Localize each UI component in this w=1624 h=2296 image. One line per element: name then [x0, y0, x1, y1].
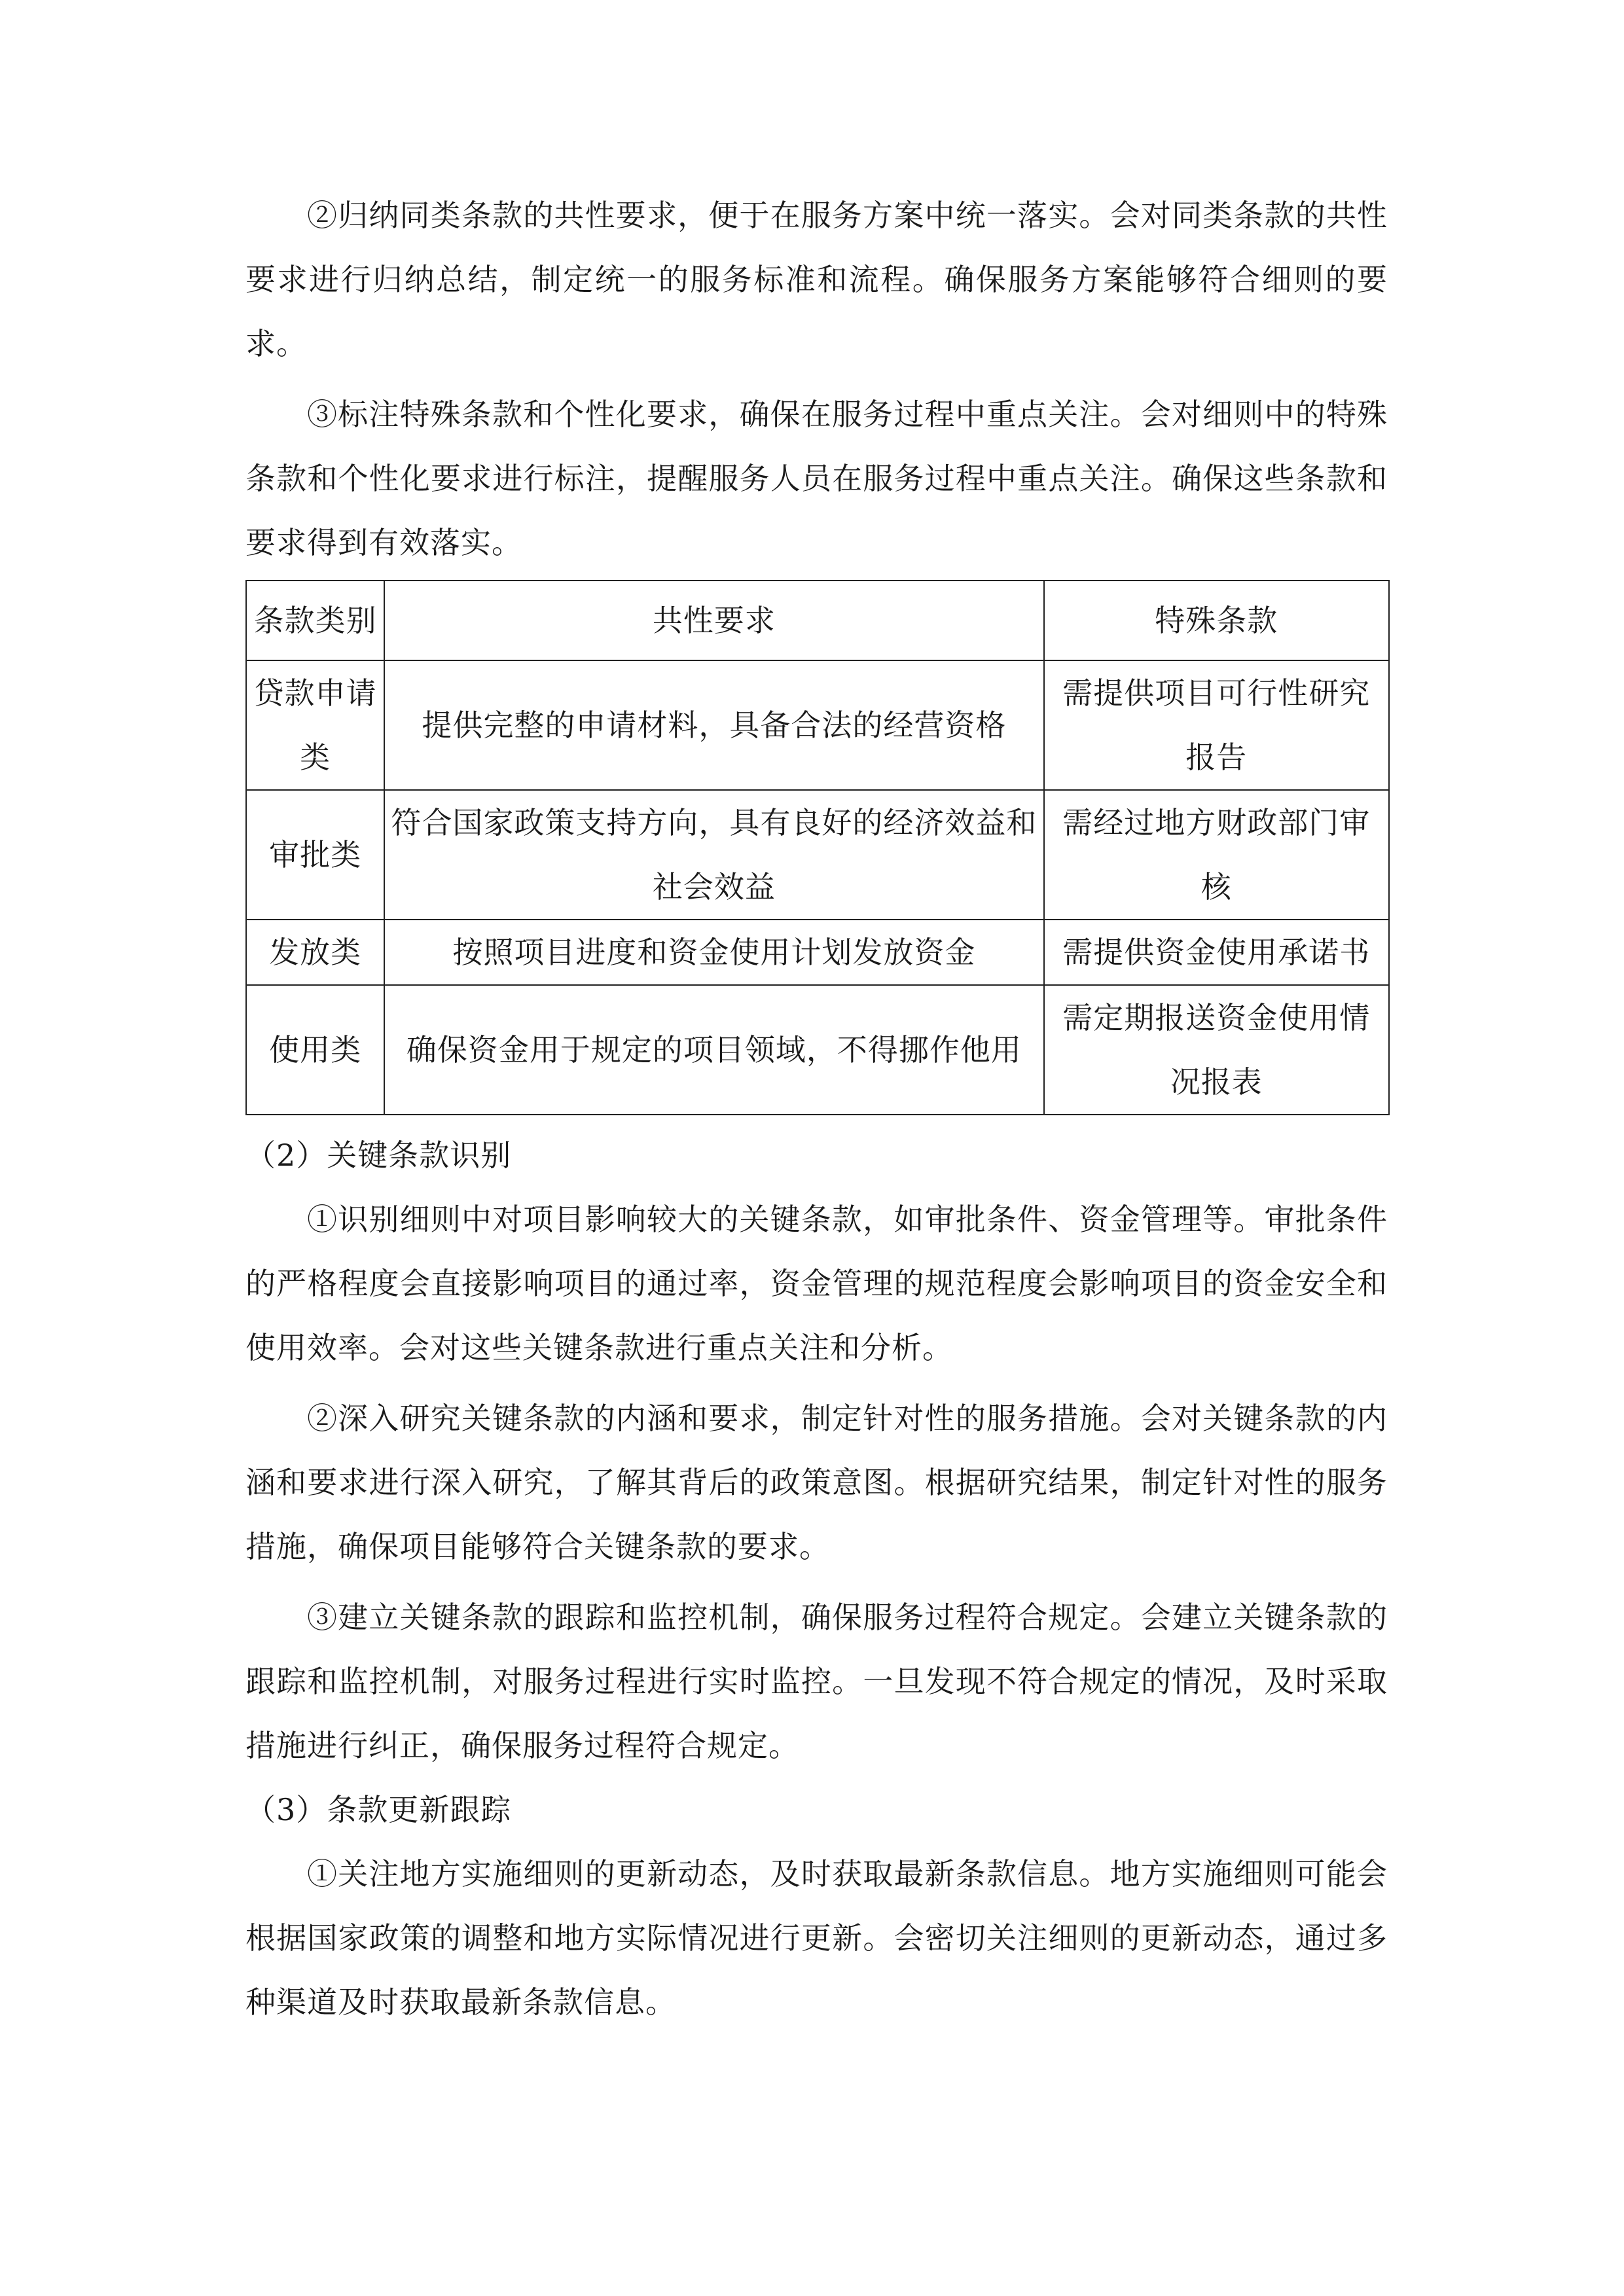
table-row — [246, 660, 1389, 790]
table-row — [246, 920, 1389, 985]
table-row — [246, 790, 1389, 920]
table-header-cell: 特殊条款 — [1044, 581, 1389, 660]
table-header-cell: 共性要求 — [384, 581, 1043, 660]
terms-table — [245, 580, 1390, 1115]
table-cell-special: 需经过地方财政部门审核 — [1044, 790, 1389, 920]
table-cell-special: 需提供资金使用承诺书 — [1044, 920, 1389, 985]
paragraph: ①关注地方实施细则的更新动态，及时获取最新条款信息。地方实施细则可能会根据国家政策的调整和地方实际情况进行更新。会密切关注细则的更新动态，通过多种渠道及时获取最新条款信息。 — [245, 1856, 1388, 2020]
table-header-row — [246, 581, 1389, 660]
table-row — [246, 985, 1389, 1115]
paragraph: ③标注特殊条款和个性化要求，确保在服务过程中重点关注。会对细则中的特殊条款和个性化要求进行标注，提醒服务人员在服务过程中重点关注。确保这些条款和要求得到有效落实。 — [245, 397, 1388, 560]
table-cell-category: 审批类 — [246, 790, 384, 920]
paragraph: ②归纳同类条款的共性要求，便于在服务方案中统一落实。会对同类条款的共性要求进行归纳总结，制定统一的服务标准和流程。确保服务方案能够符合细则的要求。 — [245, 198, 1388, 361]
table-header-cell: 条款类别 — [246, 581, 384, 660]
paragraph: ①识别细则中对项目影响较大的关键条款，如审批条件、资金管理等。审批条件的严格程度会直接影响项目的通过率，资金管理的规范程度会影响项目的资金安全和使用效率。会对这些关键条款进行重点关注和分析。 — [245, 1202, 1388, 1365]
table-cell-category: 发放类 — [246, 920, 384, 985]
paragraph: ②深入研究关键条款的内涵和要求，制定针对性的服务措施。会对关键条款的内涵和要求进行深入研究，了解其背后的政策意图。根据研究结果，制定针对性的服务措施，确保项目能够符合关键条款的要求。 — [245, 1401, 1388, 1564]
paragraph: ③建立关键条款的跟踪和监控机制，确保服务过程符合规定。会建立关键条款的跟踪和监控机制，对服务过程进行实时监控。一旦发现不符合规定的情况，及时采取措施进行纠正，确保服务过程符合规定。 — [245, 1600, 1388, 1763]
table-cell-common: 确保资金用于规定的项目领域，不得挪作他用 — [384, 985, 1043, 1115]
table-cell-category: 使用类 — [246, 985, 384, 1115]
table-cell-common: 按照项目进度和资金使用计划发放资金 — [384, 920, 1043, 985]
table-cell-common: 符合国家政策支持方向，具有良好的经济效益和社会效益 — [384, 790, 1043, 920]
table-cell-special: 需定期报送资金使用情况报表 — [1044, 985, 1389, 1115]
table-cell-special: 需提供项目可行性研究报告 — [1044, 660, 1389, 790]
section-heading: （2）关键条款识别 — [245, 1138, 512, 1173]
table-cell-common: 提供完整的申请材料，具备合法的经营资格 — [384, 660, 1043, 790]
section-heading: （3）条款更新跟踪 — [245, 1792, 512, 1827]
document-page — [245, 183, 1388, 2034]
table-cell-category: 贷款申请类 — [246, 660, 384, 790]
